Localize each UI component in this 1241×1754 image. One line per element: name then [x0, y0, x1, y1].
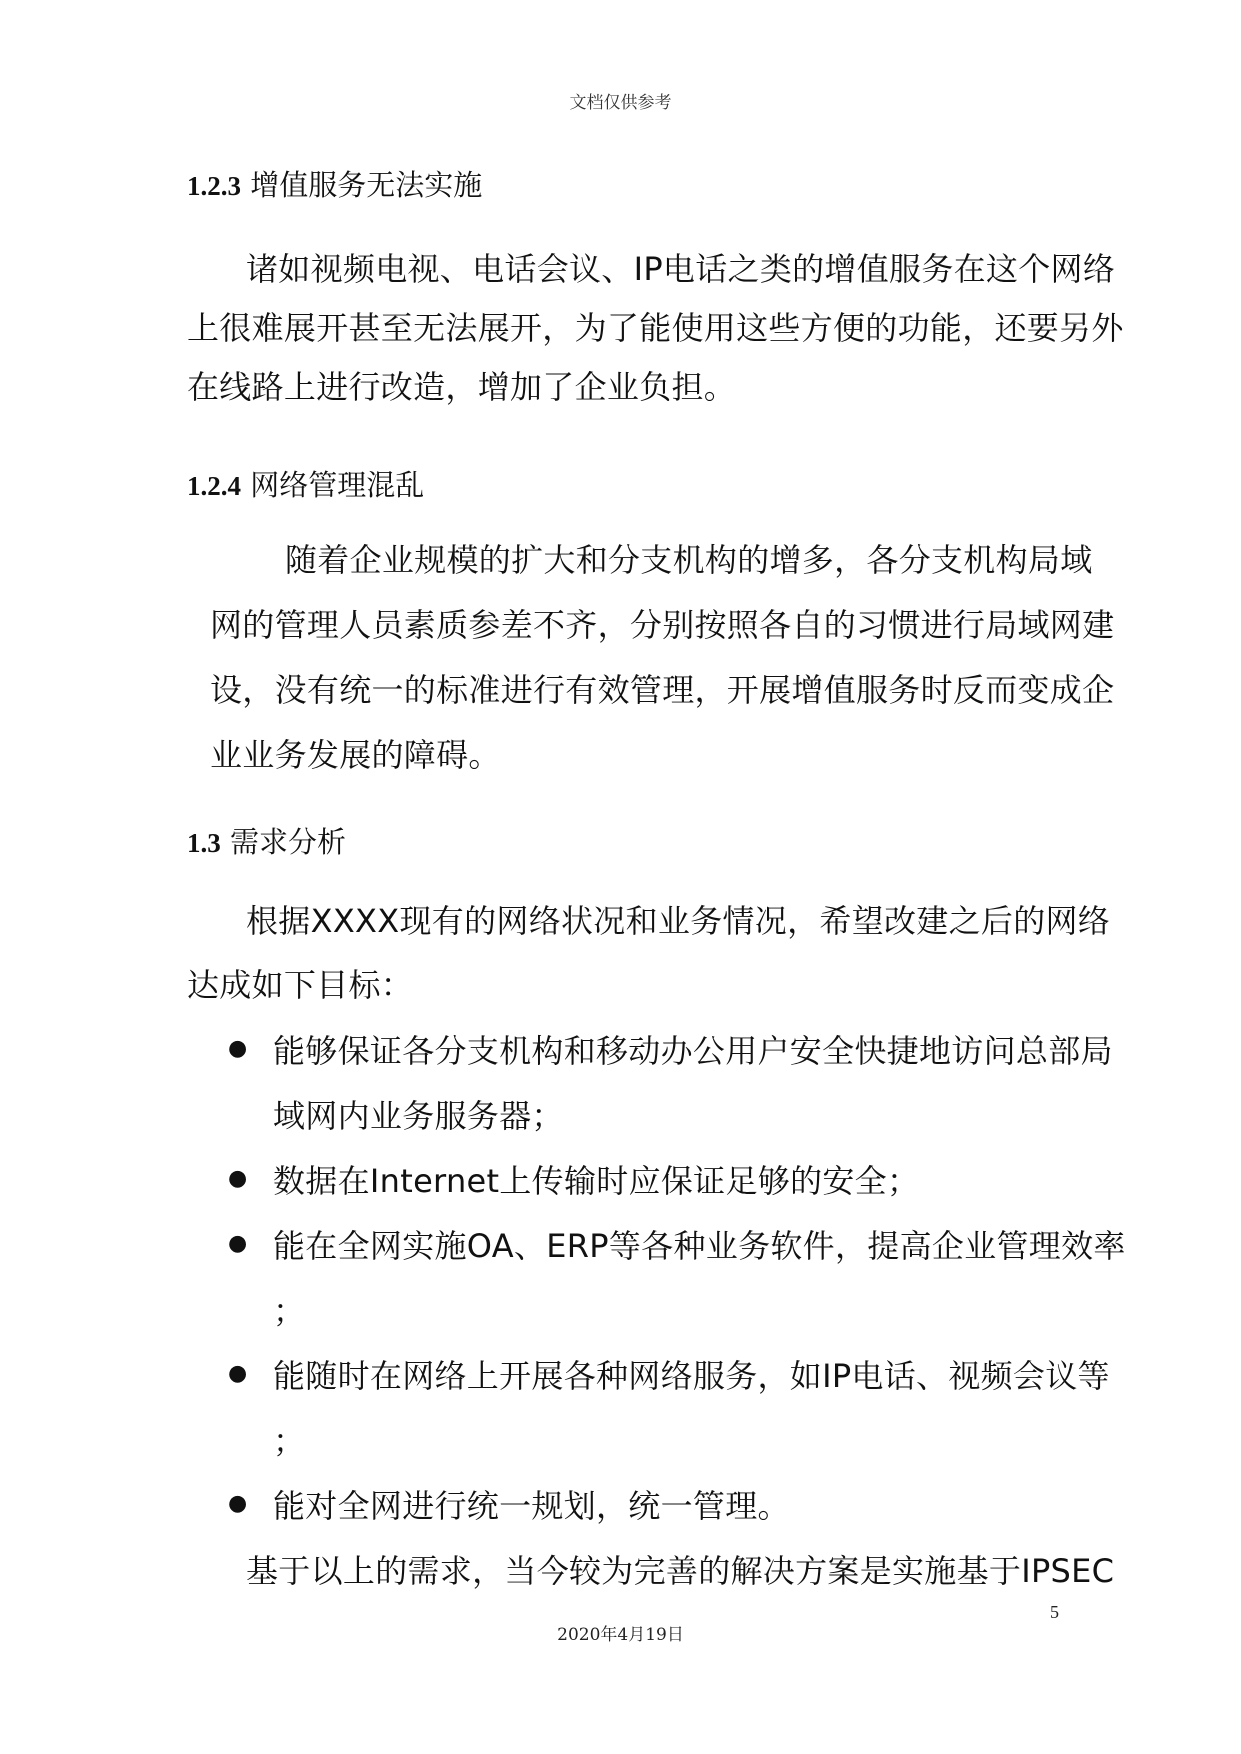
paragraph-line: 达成如下目标： — [187, 966, 414, 1004]
bullet-text: 能对全网进行统一规划，统一管理。 — [273, 1487, 790, 1525]
paragraph-line: 设，没有统一的标准进行有效管理，开展增值服务时反而变成企 — [210, 671, 1115, 709]
section-number: 1.3 — [187, 828, 221, 858]
bullet-text: 数据在Internet上传输时应保证足够的安全； — [273, 1162, 920, 1200]
bullet-dot: ● — [228, 1231, 248, 1256]
bullet-dot: ● — [228, 1491, 248, 1516]
bullet-text: ； — [273, 1292, 306, 1330]
section-title: 增值服务无法实施 — [250, 168, 483, 202]
bullet-dot: ● — [228, 1166, 248, 1191]
bullet-text: 域网内业务服务器； — [273, 1097, 564, 1135]
bullet-text: 能在全网实施OA、ERP等各种业务软件，提高企业管理效率 — [273, 1227, 1126, 1265]
bullet-text: 能够保证各分支机构和移动办公用户安全快捷地访问总部局 — [273, 1032, 1113, 1070]
page-header: 文档仅供参考 — [569, 93, 672, 113]
paragraph-line: 根据XXXX现有的网络状况和业务情况，希望改建之后的网络 — [246, 902, 1111, 940]
bullet-text: 能随时在网络上开展各种网络服务，如IP电话、视频会议等 — [273, 1357, 1110, 1395]
section-number: 1.2.4 — [187, 471, 241, 501]
paragraph-line: 在线路上进行改造，增加了企业负担。 — [187, 368, 737, 406]
paragraph-line: 上很难展开甚至无法展开，为了能使用这些方便的功能，还要另外 — [187, 309, 1124, 347]
bullet-dot: ● — [228, 1361, 248, 1386]
section-heading-1-2-3 — [187, 163, 482, 204]
paragraph-line: 网的管理人员素质参差不齐，分别按照各自的习惯进行局域网建 — [210, 606, 1115, 644]
section-heading-1-3 — [187, 820, 346, 861]
section-number: 1.2.3 — [187, 171, 241, 201]
bullet-text: ； — [273, 1422, 306, 1460]
page-footer-date: 2020年4月19日 — [557, 1625, 684, 1645]
bullet-dot: ● — [228, 1036, 248, 1061]
section-title: 网络管理混乱 — [250, 468, 425, 502]
page-number: 5 — [1050, 1602, 1059, 1622]
paragraph-line: 随着企业规模的扩大和分支机构的增多，各分支机构局域 — [285, 541, 1093, 579]
paragraph-line: 基于以上的需求，当今较为完善的解决方案是实施基于IPSEC — [246, 1552, 1115, 1590]
section-heading-1-2-4 — [187, 463, 424, 504]
section-title: 需求分析 — [229, 825, 346, 859]
paragraph-line: 诸如视频电视、电话会议、IP电话之类的增值服务在这个网络 — [246, 250, 1116, 288]
paragraph-line: 业业务发展的障碍。 — [210, 736, 501, 774]
